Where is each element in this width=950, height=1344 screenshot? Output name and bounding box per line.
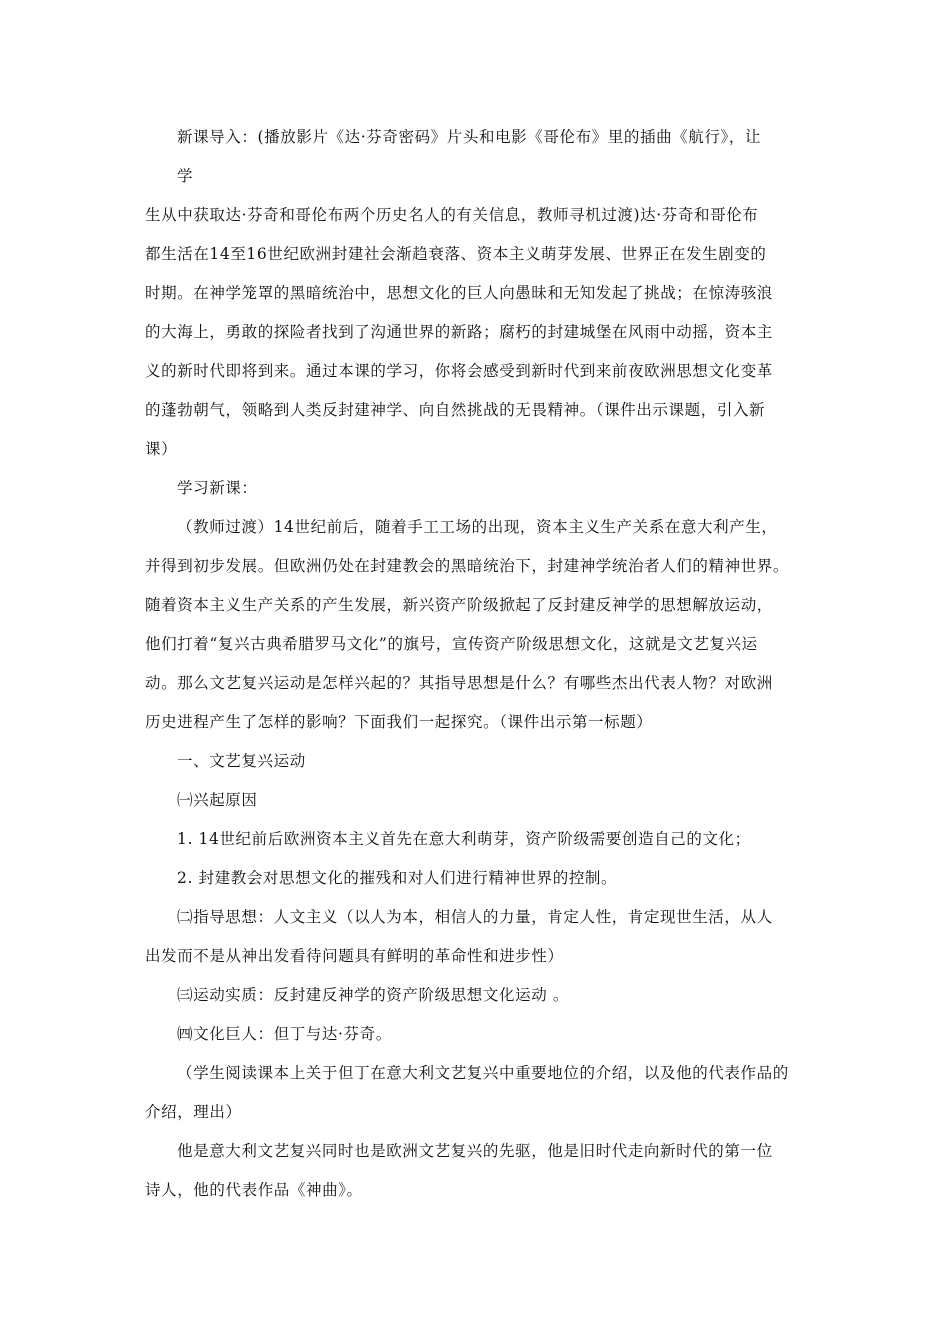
- text-line: 新课导入：(播放影片《达·芬奇密码》片头和电影《哥伦布》里的插曲《航行》，让: [177, 128, 762, 146]
- text-line: 义的新时代即将到来。通过本课的学习，你将会感受到新时代到来前夜欧洲思想文化变革: [145, 362, 773, 380]
- text-line: 诗人，他的代表作品《神曲》。: [145, 1181, 363, 1199]
- text-line: 随着资本主义生产关系的产生发展，新兴资产阶级掀起了反封建反神学的思想解放运动，: [145, 596, 773, 614]
- text-line: 动。那么文艺复兴运动是怎样兴起的？其指导思想是什么？有哪些杰出代表人物？对欧洲: [145, 674, 773, 692]
- text-line: ㈡指导思想：人文主义（以人为本，相信人的力量，肯定人性，肯定现世生活，从人: [177, 908, 773, 926]
- subsection-heading: ㈠兴起原因: [177, 791, 258, 809]
- text-line: （教师过渡）14世纪前后，随着手工工场的出现，资本主义生产关系在意大利产生，: [177, 518, 778, 536]
- text-line: 他是意大利文艺复兴同时也是欧洲文艺复兴的先驱，他是旧时代走向新时代的第一位: [177, 1142, 773, 1160]
- text-line: 的大海上，勇敢的探险者找到了沟通世界的新路；腐朽的封建城堡在风雨中动摇，资本主: [145, 323, 773, 341]
- text-line: 历史进程产生了怎样的影响？下面我们一起探究。（课件出示第一标题）: [145, 713, 653, 731]
- section-heading: 一、文艺复兴运动: [177, 752, 306, 770]
- text-line: 生从中获取达·芬奇和哥伦布两个历史名人的有关信息，教师寻机过渡)达·芬奇和哥伦布: [145, 206, 759, 224]
- text-line: 课）: [145, 440, 178, 458]
- text-line: （学生阅读课本上关于但丁在意大利文艺复兴中重要地位的介绍，以及他的代表作品的: [177, 1064, 789, 1082]
- text-line: 的蓬勃朝气，领略到人类反封建神学、向自然挑战的无畏精神。（课件出示课题，引入新: [145, 401, 766, 419]
- text-line: 出发而不是从神出发看待问题具有鲜明的革命性和进步性）: [145, 947, 564, 965]
- list-item: 2. 封建教会对思想文化的摧残和对人们进行精神世界的控制。: [177, 869, 618, 887]
- text-line: 并得到初步发展。但欧洲仍处在封建教会的黑暗统治下，封建神学统治者人们的精神世界。: [145, 557, 790, 575]
- section-heading: 学习新课：: [177, 479, 258, 497]
- text-line: 他们打着“复兴古典希腊罗马文化”的旗号，宣传资产阶级思想文化，这就是文艺复兴运: [145, 635, 758, 653]
- text-line: 介绍，理出）: [145, 1103, 242, 1121]
- text-line: ㈢运动实质：反封建反神学的资产阶级思想文化运动 。: [177, 986, 569, 1004]
- text-line: 时期。在神学笼罩的黑暗统治中，思想文化的巨人向愚昧和无知发起了挑战；在惊涛骇浪: [145, 284, 773, 302]
- text-line: 学: [177, 167, 194, 185]
- text-line: ㈣文化巨人：但丁与达·芬奇。: [177, 1025, 392, 1043]
- text-line: 都生活在14至16世纪欧洲封建社会渐趋衰落、资本主义萌芽发展、世界正在发生剧变的: [145, 245, 767, 263]
- list-item: 1. 14世纪前后欧洲资本主义首先在意大利萌芽，资产阶级需要创造自己的文化；: [177, 830, 751, 848]
